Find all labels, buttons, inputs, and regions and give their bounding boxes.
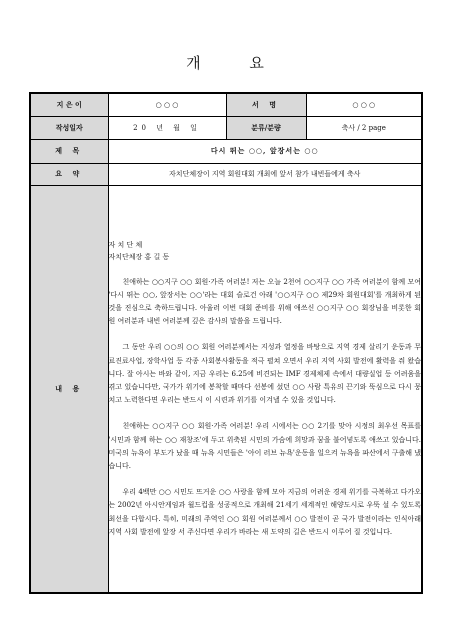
date-row bbox=[30, 116, 422, 139]
content-row bbox=[30, 185, 422, 593]
speech-paragraph: 친애하는 ○○지구 ○○ 회원·가족 여러분! 저는 오늘 2천여 ○○지구 ○○ 가족 여러분이 함께 모여 '다시 뛰는 ○○, 앞장서는 ○○'라는 대회 슬로건 아래 '○○지구 ○○ 제29차 회원대회'를 개최하게 된 것을 진심으로 축하드립니다. 아울러 이번 대회 준비를 위해 애쓰신 ○○지구 ○○ 회장님을 비롯한 회원 여러분과 내빈 여러분께 깊은 감사의 말씀을 드립니다. bbox=[108, 277, 421, 326]
sender-organization: 자 치 단 체 bbox=[108, 240, 143, 249]
page-title: 개 요 bbox=[186, 54, 286, 72]
summary-value: 자치단체장이 지역 회원대회 개최에 앞서 참가 내빈들에게 축사 bbox=[108, 163, 422, 185]
category-value: 축사 / 2 page bbox=[306, 116, 422, 139]
date-label: 작성일자 bbox=[30, 116, 108, 139]
date-value: 20 년 월 일 bbox=[108, 116, 226, 139]
sender-name: 자치단체장 홍 길 동 bbox=[108, 252, 170, 261]
summary-form-table bbox=[29, 92, 423, 594]
subject-row bbox=[30, 139, 422, 163]
signature-value: ○ ○ ○ bbox=[306, 93, 422, 116]
summary-row bbox=[30, 163, 422, 185]
summary-label: 요 약 bbox=[30, 163, 108, 185]
subject-label: 제 목 bbox=[30, 139, 108, 163]
speech-paragraph: 그 동안 우리 ○○의 ○○ 회원 여러분께서는 지성과 열정을 바탕으로 지역 경제 살리기 운동과 무료진료사업, 장학사업 등 각종 사회봉사활동을 적극 펼쳐 오면서 우리 지역 사회 발전에 활력을 줘 왔습니다. 잘 아시는 바와 같이, 지금 우리는 6.25에 비견되는 IMF 경제체제 속에서 대량실업 등 어려움을 겪고 있습니다만, 국가가 위기에 봉착할 때마다 선봉에 섰던 ○○ 사람 특유의 끈기와 뚝심으로 다시 뭉치고 노력한다면 우리는 반드시 이 시련과 위기를 이겨낼 수 있을 것입니다. bbox=[108, 343, 421, 405]
speech-paragraph: 우리 4백만 ○○ 시민도 뜨거운 ○○ 사랑을 함께 모아 지금의 어려운 경제 위기를 극복하고 다가오는 2002년 아시안게임과 월드컵을 성공적으로 개최해 21세기 세계적인 해양도시로 우뚝 설 수 있도록 최선을 다합시다. 특히, 미래의 주역인 ○○ 회원 여러분께서 ○○ 발전이 곧 국가 발전이라는 인식아래 지역 사회 발전에 앞장 서 주신다면 우리가 바라는 새 도약의 길은 반드시 이루어 질 것입니다. bbox=[108, 488, 421, 536]
author-label: 지 은 이 bbox=[30, 93, 108, 116]
author-value: ○ ○ ○ bbox=[108, 93, 226, 116]
content-label: 내 용 bbox=[30, 185, 108, 593]
speech-paragraph: 친애하는 ○○지구 ○○ 회원·가족 여러분! 우리 시에서는 ○○ 2기를 맞아 시정의 최우선 목표를 '시민과 함께 하는 ○○ 재창조'에 두고 위축된 시민의 가슴에 희망과 꿈을 불어넣도록 애쓰고 있습니다. 미국의 뉴욕이 부도가 났을 때 뉴욕 시민들은 '아이 러브 뉴욕'운동을 일으켜 뉴욕을 파산에서 구출해 냈습니다. bbox=[108, 422, 421, 470]
signature-label: 서 명 bbox=[226, 93, 306, 116]
category-label: 분류/분량 bbox=[226, 116, 306, 139]
content-body bbox=[108, 185, 422, 593]
subject-value: 다시 뛰는 ○○, 앞장서는 ○○ bbox=[108, 139, 422, 163]
author-row bbox=[30, 93, 422, 116]
